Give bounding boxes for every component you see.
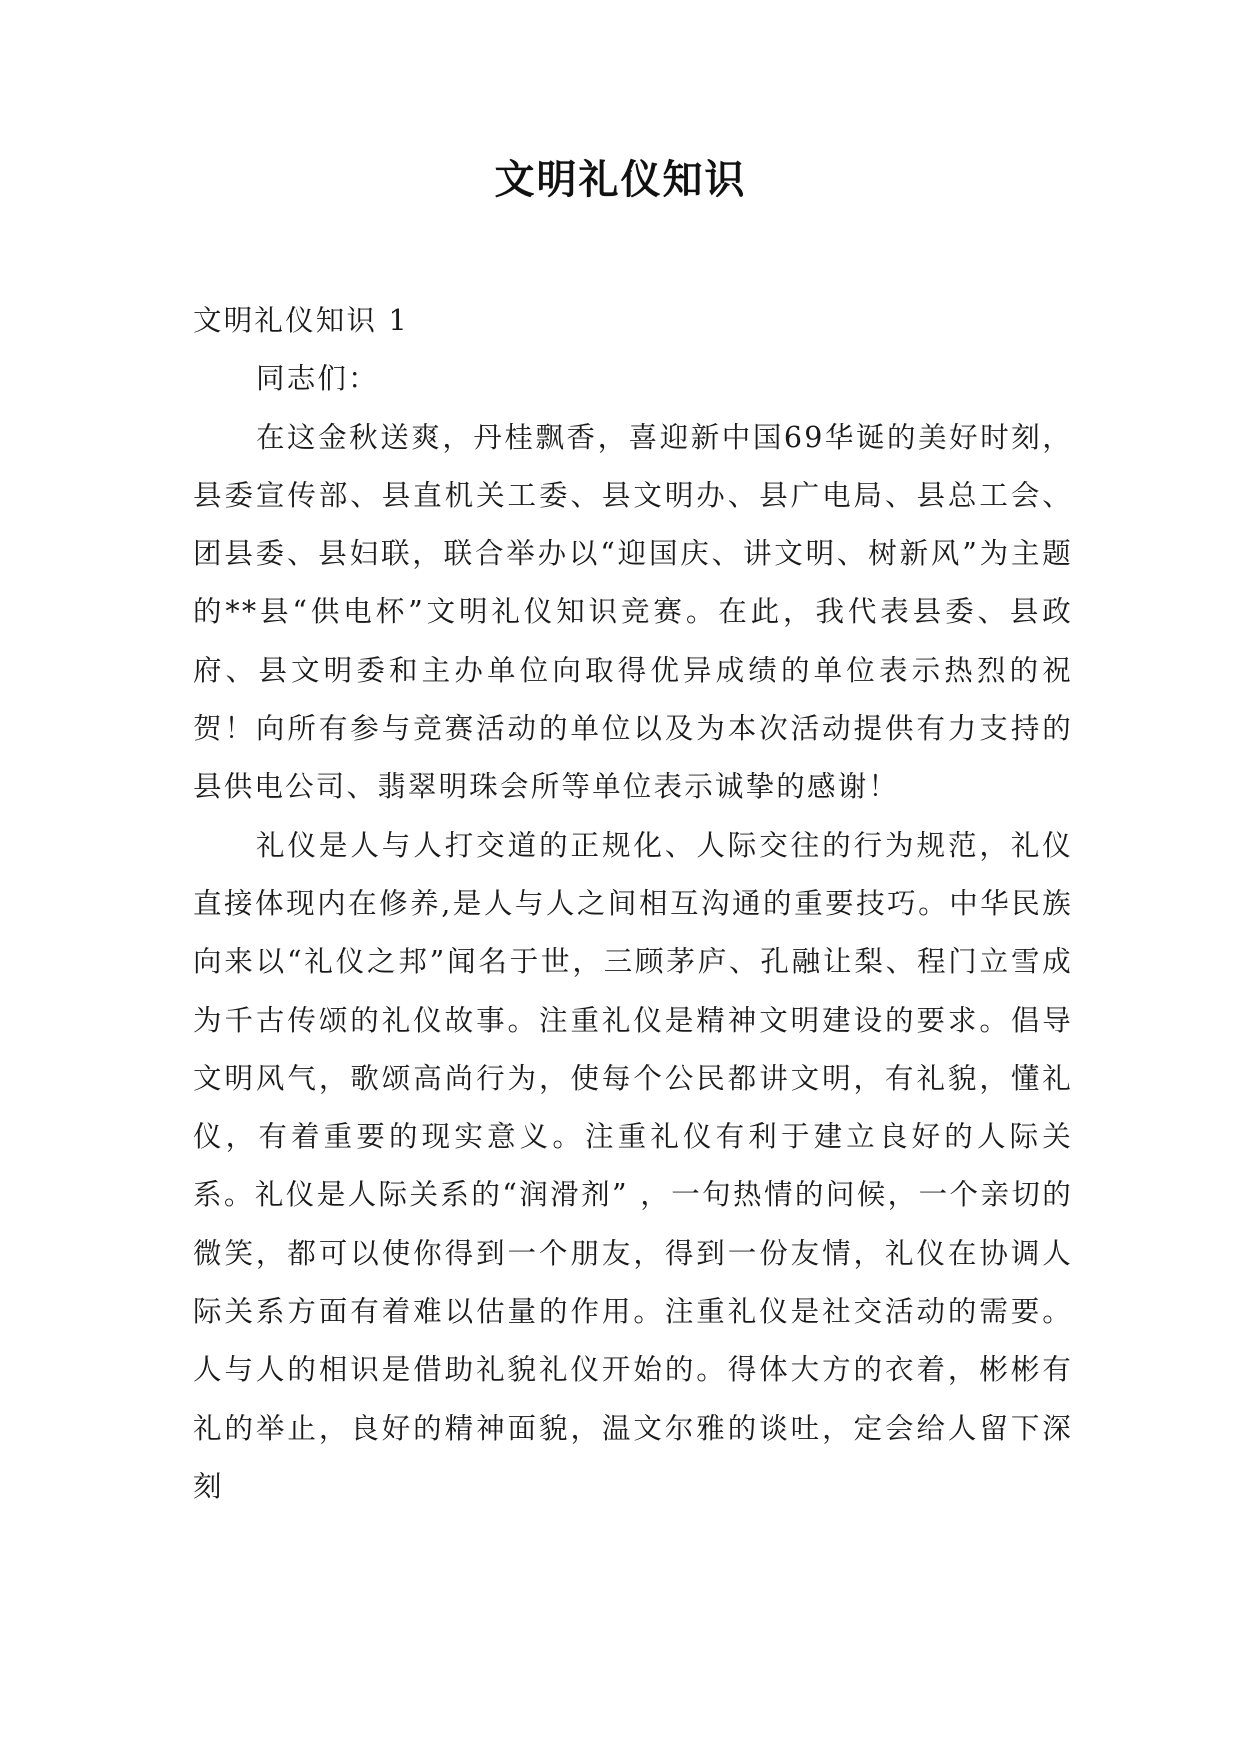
document-body	[193, 292, 1073, 1516]
page-title: 文明礼仪知识	[494, 156, 747, 203]
salutation: 同志们：	[256, 362, 379, 396]
section-heading: 文明礼仪知识 1	[193, 304, 409, 337]
paragraph-etiquette: 礼仪是人与人打交道的正规化、人际交往的行为规范，礼仪直接体现内在修养,是人与人之间相互沟通的重要技巧。中华民族向来以“礼仪之邦”闻名于世，三顾茅庐、孔融让梨、程门立雪成为千古传颂的礼仪故事。注重礼仪是精神文明建设的要求。倡导文明风气，歌颂高尚行为，使每个公民都讲文明，有礼貌，懂礼仪，有着重要的现实意义。注重礼仪有利于建立良好的人际关系。礼仪是人际关系的“润滑剂” ，一句热情的问候，一个亲切的微笑，都可以使你得到一个朋友，得到一份友情，礼仪在协调人际关系方面有着难以估量的作用。注重礼仪是社交活动的需要。人与人的相识是借助礼貌礼仪开始的。得体大方的衣着，彬彬有礼的举止，良好的精神面貌，温文尔雅的谈吐，定会给人留下深刻	[193, 828, 1073, 1503]
paragraph-opening: 在这金秋送爽，丹桂飘香，喜迎新中国69华诞的美好时刻，县委宣传部、县直机关工委、县文明办、县广电局、县总工会、团县委、县妇联，联合举办以“迎国庆、讲文明、树新风”为主题的**县“供电杯”文明礼仪知识竞赛。在此，我代表县委、县政府、县文明委和主办单位向取得优异成绩的单位表示热烈的祝贺！向所有参与竞赛活动的单位以及为本次活动提供有力支持的县供电公司、翡翠明珠会所等单位表示诚挚的感谢！	[193, 420, 1073, 804]
